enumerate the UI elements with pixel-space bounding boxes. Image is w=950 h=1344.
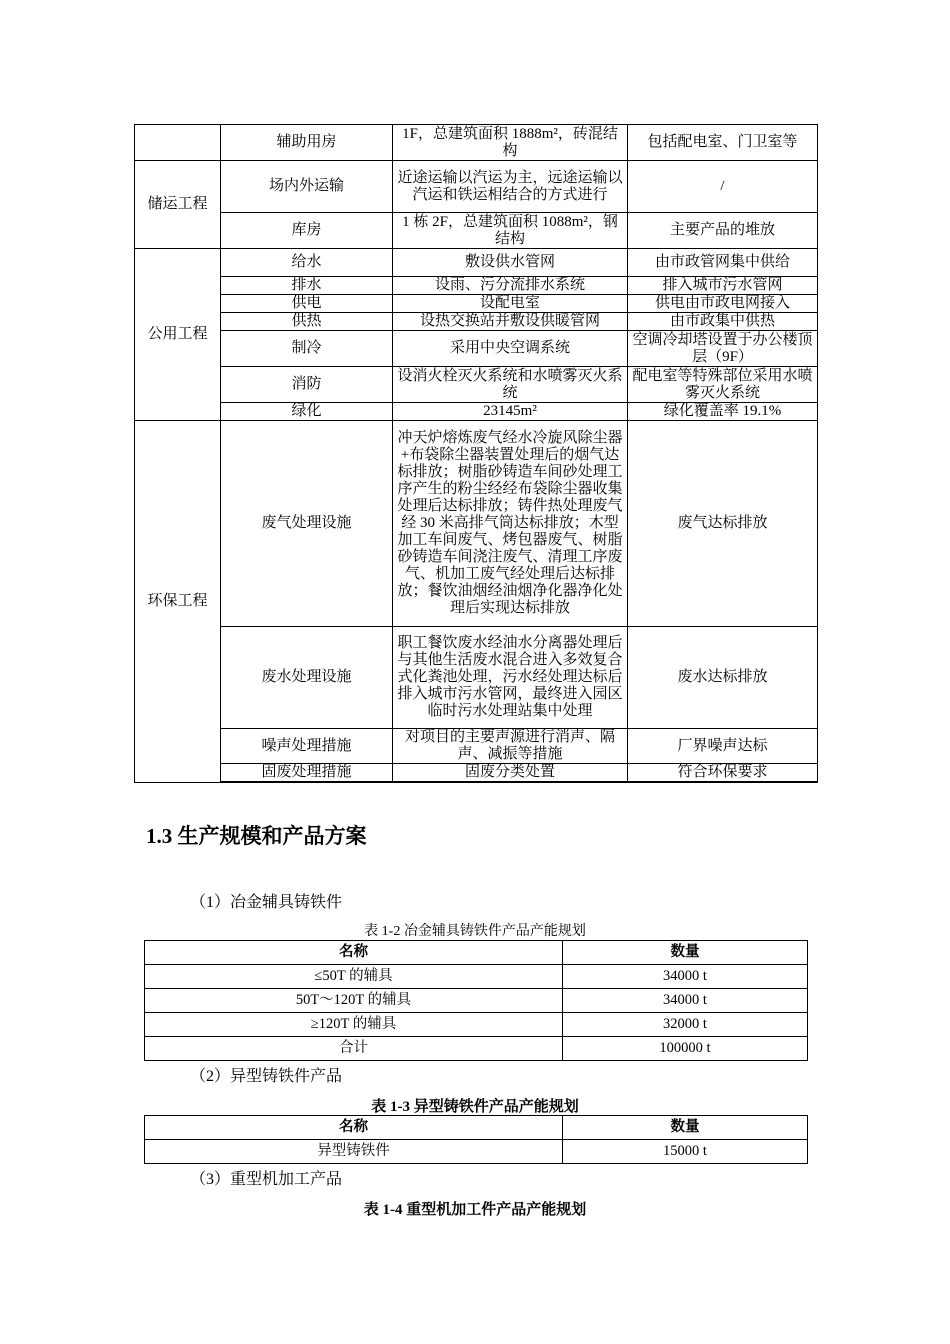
table-row — [145, 989, 808, 1013]
note-cell: 排入城市污水管网 — [628, 277, 818, 295]
name-cell: ≥120T 的辅具 — [145, 1013, 563, 1037]
note-cell: 配电室等特殊部位采用水喷雾灭火系统 — [628, 367, 818, 403]
item-cell: 供电 — [221, 295, 393, 313]
category-cell: 公用工程 — [135, 249, 221, 421]
item-cell: 固废处理措施 — [221, 764, 393, 783]
item-cell: 供热 — [221, 313, 393, 331]
name-cell: 异型铸铁件 — [145, 1140, 563, 1164]
category-cell: 储运工程 — [135, 161, 221, 249]
note-cell: 空调冷却塔设置于办公楼顶层（9F） — [628, 331, 818, 367]
table-row — [135, 277, 818, 295]
note-cell: 废气达标排放 — [628, 421, 818, 627]
desc-cell: 冲天炉熔炼废气经水冷旋风除尘器+布袋除尘器装置处理后的烟气达标排放；树脂砂铸造车间砂处理工序产生的粉尘经经布袋除尘器收集处理后达标排放；铸件热处理废气经 30 米高排气筒达标排放；木型加工车间废气、烤包器废气、树脂砂铸造车间浇注废气、清理工序废气、机加工废气经处理后达标排放；餐饮油烟经油烟净化器净化处理后实现达标排放 — [393, 421, 628, 627]
column-header: 名称 — [145, 1116, 563, 1140]
product-capacity-table-1-3 — [144, 1115, 808, 1164]
subsection-2: （2）异型铸铁件产品 — [190, 1068, 343, 1085]
table-row — [135, 367, 818, 403]
item-cell: 给水 — [221, 249, 393, 277]
product-capacity-table-1-2 — [144, 940, 808, 1061]
table-caption-1-4: 表 1-4 重型机加工件产品产能规划 — [363, 1202, 587, 1218]
item-cell: 辅助用房 — [221, 125, 393, 161]
desc-cell: 敷设供水管网 — [393, 249, 628, 277]
note-cell: 由市政管网集中供给 — [628, 249, 818, 277]
engineering-composition-table — [134, 124, 818, 783]
section-heading: 1.3 生产规模和产品方案 — [146, 824, 367, 848]
column-header: 数量 — [563, 941, 808, 965]
table-caption-1-3: 表 1-3 异型铸铁件产品产能规划 — [371, 1099, 579, 1115]
table-row — [145, 1140, 808, 1164]
item-cell: 绿化 — [221, 403, 393, 421]
item-cell: 消防 — [221, 367, 393, 403]
column-header: 名称 — [145, 941, 563, 965]
note-cell: 绿化覆盖率 19.1% — [628, 403, 818, 421]
quantity-cell: 15000 t — [563, 1140, 808, 1164]
table-header-row — [145, 1116, 808, 1140]
category-cell: 环保工程 — [135, 421, 221, 783]
note-cell: 废水达标排放 — [628, 627, 818, 729]
name-cell: ≤50T 的辅具 — [145, 965, 563, 989]
table-caption-1-2: 表 1-2 冶金辅具铸铁件产品产能规划 — [364, 924, 586, 939]
note-cell: 包括配电室、门卫室等 — [628, 125, 818, 161]
desc-cell: 职工餐饮废水经油水分离器处理后与其他生活废水混合进入多效复合式化粪池处理，污水经处理达标后排入城市污水管网，最终进入园区临时污水处理站集中处理 — [393, 627, 628, 729]
quantity-cell: 32000 t — [563, 1013, 808, 1037]
desc-cell: 1 栋 2F，总建筑面积 1088m²，钢结构 — [393, 213, 628, 249]
desc-cell: 设雨、污分流排水系统 — [393, 277, 628, 295]
item-cell: 噪声处理措施 — [221, 729, 393, 764]
desc-cell: 设消火栓灭火系统和水喷雾灭火系统 — [393, 367, 628, 403]
desc-cell: 设配电室 — [393, 295, 628, 313]
desc-cell: 对项目的主要声源进行消声、隔声、减振等措施 — [393, 729, 628, 764]
desc-cell: 设热交换站并敷设供暖管网 — [393, 313, 628, 331]
item-cell: 制冷 — [221, 331, 393, 367]
quantity-cell: 100000 t — [563, 1037, 808, 1061]
note-cell: 由市政集中供热 — [628, 313, 818, 331]
table-row — [135, 729, 818, 764]
name-cell: 合计 — [145, 1037, 563, 1061]
desc-cell: 1F，总建筑面积 1888m²，砖混结构 — [393, 125, 628, 161]
item-cell: 场内外运输 — [221, 161, 393, 213]
table-row — [135, 213, 818, 249]
quantity-cell: 34000 t — [563, 989, 808, 1013]
table-row — [135, 161, 818, 213]
column-header: 数量 — [563, 1116, 808, 1140]
desc-cell: 近途运输以汽运为主，远途运输以汽运和铁运相结合的方式进行 — [393, 161, 628, 213]
item-cell: 废气处理设施 — [221, 421, 393, 627]
table-row — [135, 295, 818, 313]
table-row — [135, 313, 818, 331]
table-header-row — [145, 941, 808, 965]
desc-cell: 固废分类处置 — [393, 764, 628, 783]
item-cell: 排水 — [221, 277, 393, 295]
table-row — [135, 421, 818, 627]
table-row — [135, 764, 818, 783]
category-cell — [135, 125, 221, 161]
quantity-cell: 34000 t — [563, 965, 808, 989]
note-cell: 供电由市政电网接入 — [628, 295, 818, 313]
subsection-1: （1）冶金辅具铸铁件 — [190, 894, 343, 911]
table-row — [145, 965, 808, 989]
table-row — [135, 125, 818, 161]
table-row — [135, 331, 818, 367]
table-row — [135, 403, 818, 421]
desc-cell: 采用中央空调系统 — [393, 331, 628, 367]
name-cell: 50T～120T 的辅具 — [145, 989, 563, 1013]
table-row — [145, 1037, 808, 1061]
desc-cell: 23145m² — [393, 403, 628, 421]
subsection-3: （3）重型机加工产品 — [190, 1171, 343, 1188]
note-cell: 主要产品的堆放 — [628, 213, 818, 249]
item-cell: 废水处理设施 — [221, 627, 393, 729]
item-cell: 库房 — [221, 213, 393, 249]
note-cell: 厂界噪声达标 — [628, 729, 818, 764]
table-row — [145, 1013, 808, 1037]
note-cell: 符合环保要求 — [628, 764, 818, 783]
table-row — [135, 627, 818, 729]
table-row — [135, 249, 818, 277]
note-cell: / — [628, 161, 818, 213]
